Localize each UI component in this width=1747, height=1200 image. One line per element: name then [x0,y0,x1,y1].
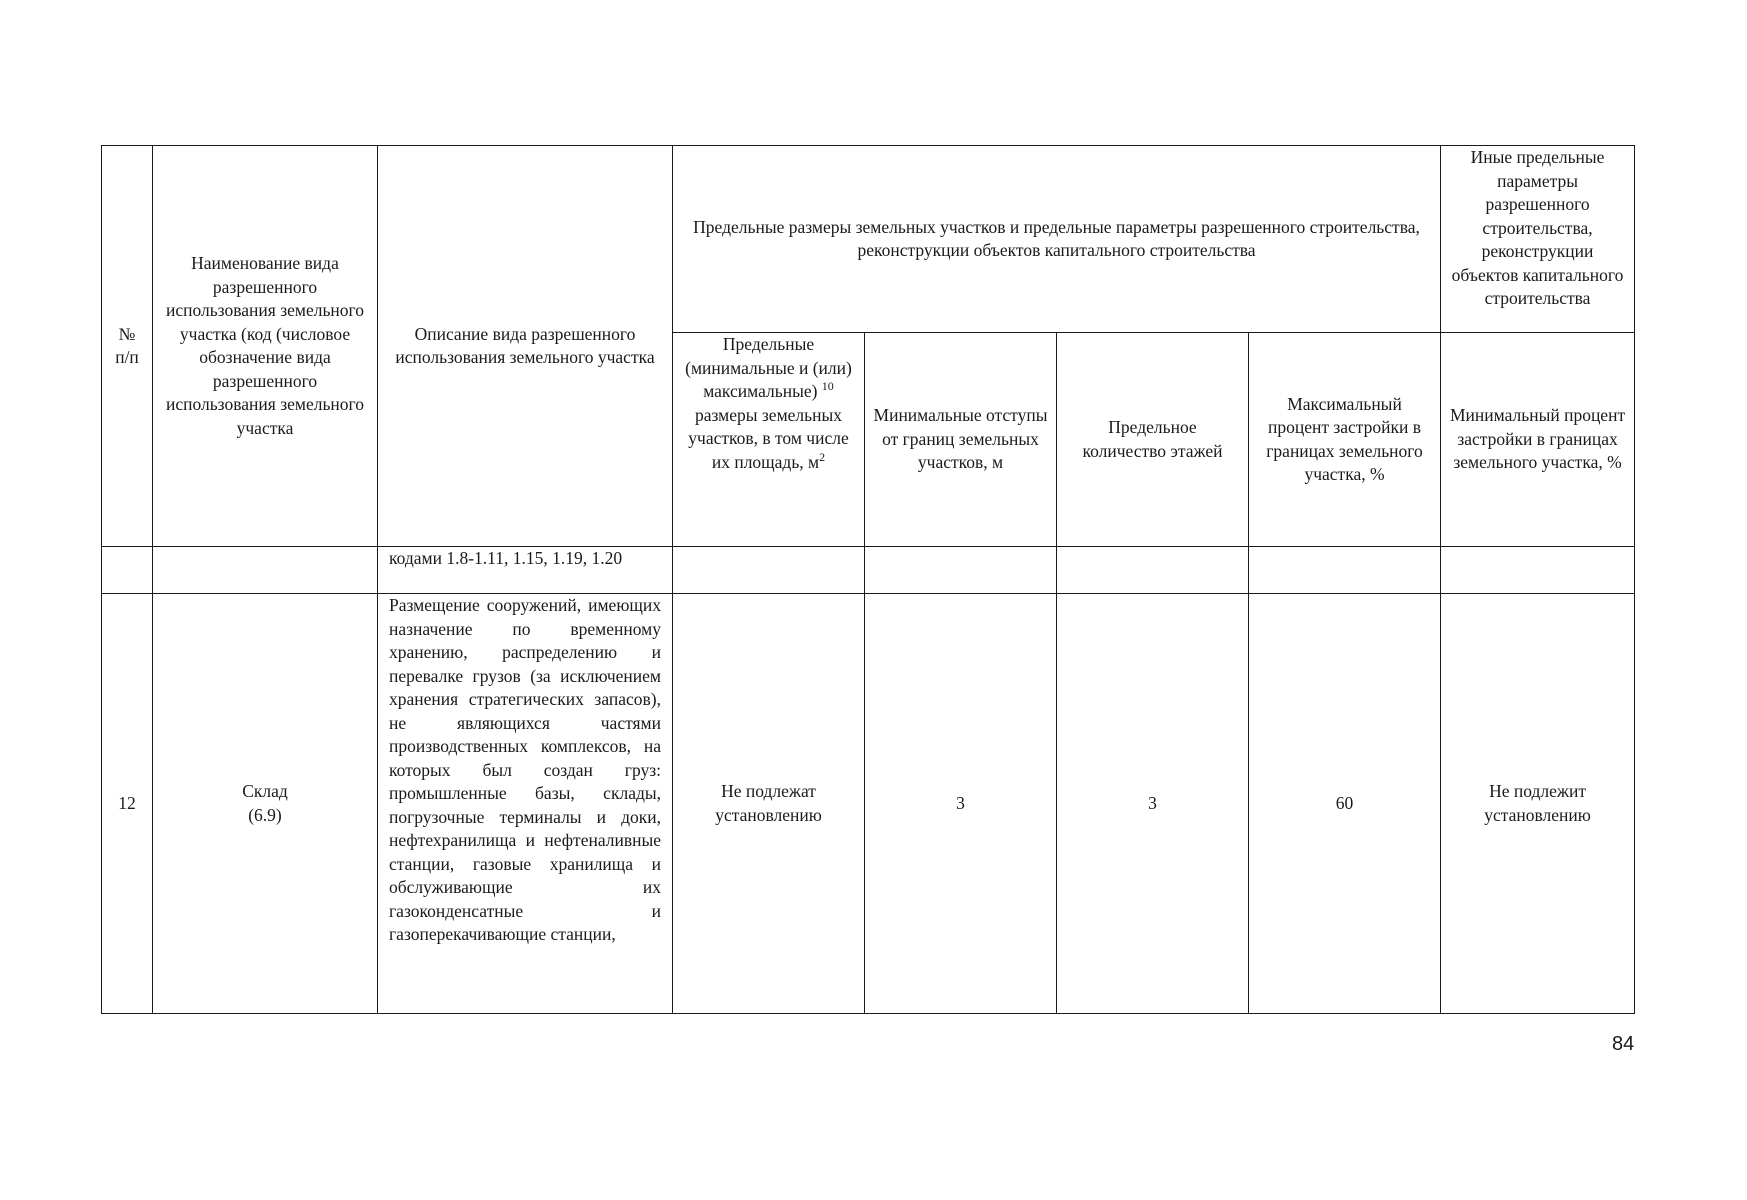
header-name-label: Наименование вида разрешенного использования земельного участка (код (числовое обозначение вида разрешенного использования земельного участка [165,253,365,438]
header-max-floors-label: Предельное количество этажей [1082,417,1223,461]
row-1-plot-size [673,547,865,594]
header-num [102,146,153,547]
header-plot-size-text: Предельные (минимальные и (или) максимальные) [685,334,852,401]
header-max-coverage-label: Максимальный процент застройки в границах земельного участка, % [1266,393,1423,484]
table-row [102,547,1635,594]
header-description-label: Описание вида разрешенного использования земельного участка [395,323,655,367]
header-min-setback [865,333,1057,547]
header-max-coverage [1249,333,1441,547]
header-min-coverage-label: Минимальный процент застройки в границах земельного участка, % [1449,405,1626,473]
table-header-row-1 [102,146,1635,333]
page-number: 84 [1612,1033,1635,1055]
header-other-group-label: Иные предельные параметры разрешенного строительства, реконструкции объектов капитального строительства [1451,147,1624,308]
row-2-plot-size: Не подлежат установлению [673,594,865,1014]
header-plot-size-text-2: размеры земельных участков, в том числе их площадь, м [688,404,849,472]
row-2-description: Размещение сооружений, имеющих назначение по временному хранению, распределению и перевалке грузов (за исключением хранения стратегических запасов), не являющихся частями производственных комплексов, на которых был создан груз: промышленные базы, склады, погрузочные терминалы и доки, нефтехранилища и нефтеналивные станции, газовые хранилища и обслуживающие их газоконденсатные и газоперекачивающие станции, [378,594,673,1014]
row-2-max-floors: 3 [1057,594,1249,1014]
row-2-min-setback: 3 [865,594,1057,1014]
header-description [378,146,673,547]
row-2-num: 12 [102,594,153,1014]
row-2-min-coverage: Не подлежит установлению [1441,594,1635,1014]
row-2-max-coverage: 60 [1249,594,1441,1014]
header-name [153,146,378,547]
row-1-min-setback [865,547,1057,594]
header-max-floors [1057,333,1249,547]
header-min-coverage [1441,333,1635,547]
header-plot-size [673,333,865,547]
row-2-name [153,594,378,1014]
table-row [102,594,1635,1014]
row-1-num [102,547,153,594]
header-min-setback-label: Минимальные отступы от границ земельных участков, м [873,405,1048,473]
header-plot-size-footnote-ref: 10 [821,379,834,394]
row-1-max-coverage [1249,547,1441,594]
row-1-name [153,547,378,594]
row-1-description: кодами 1.8-1.11, 1.15, 1.19, 1.20 [378,547,673,594]
row-2-name-text: Склад (6.9) [242,781,288,825]
header-num-label: № п/п [115,323,139,367]
row-1-min-coverage [1441,547,1635,594]
header-limits-group-label: Предельные размеры земельных участков и предельные параметры разрешенного строительства, реконструкции объектов капитального строительства [693,216,1420,260]
header-other-group [1441,146,1635,333]
header-limits-group [673,146,1441,333]
header-plot-size-unit-sup: 2 [819,449,826,464]
land-use-regulations-table [101,145,1635,1014]
row-1-max-floors [1057,547,1249,594]
